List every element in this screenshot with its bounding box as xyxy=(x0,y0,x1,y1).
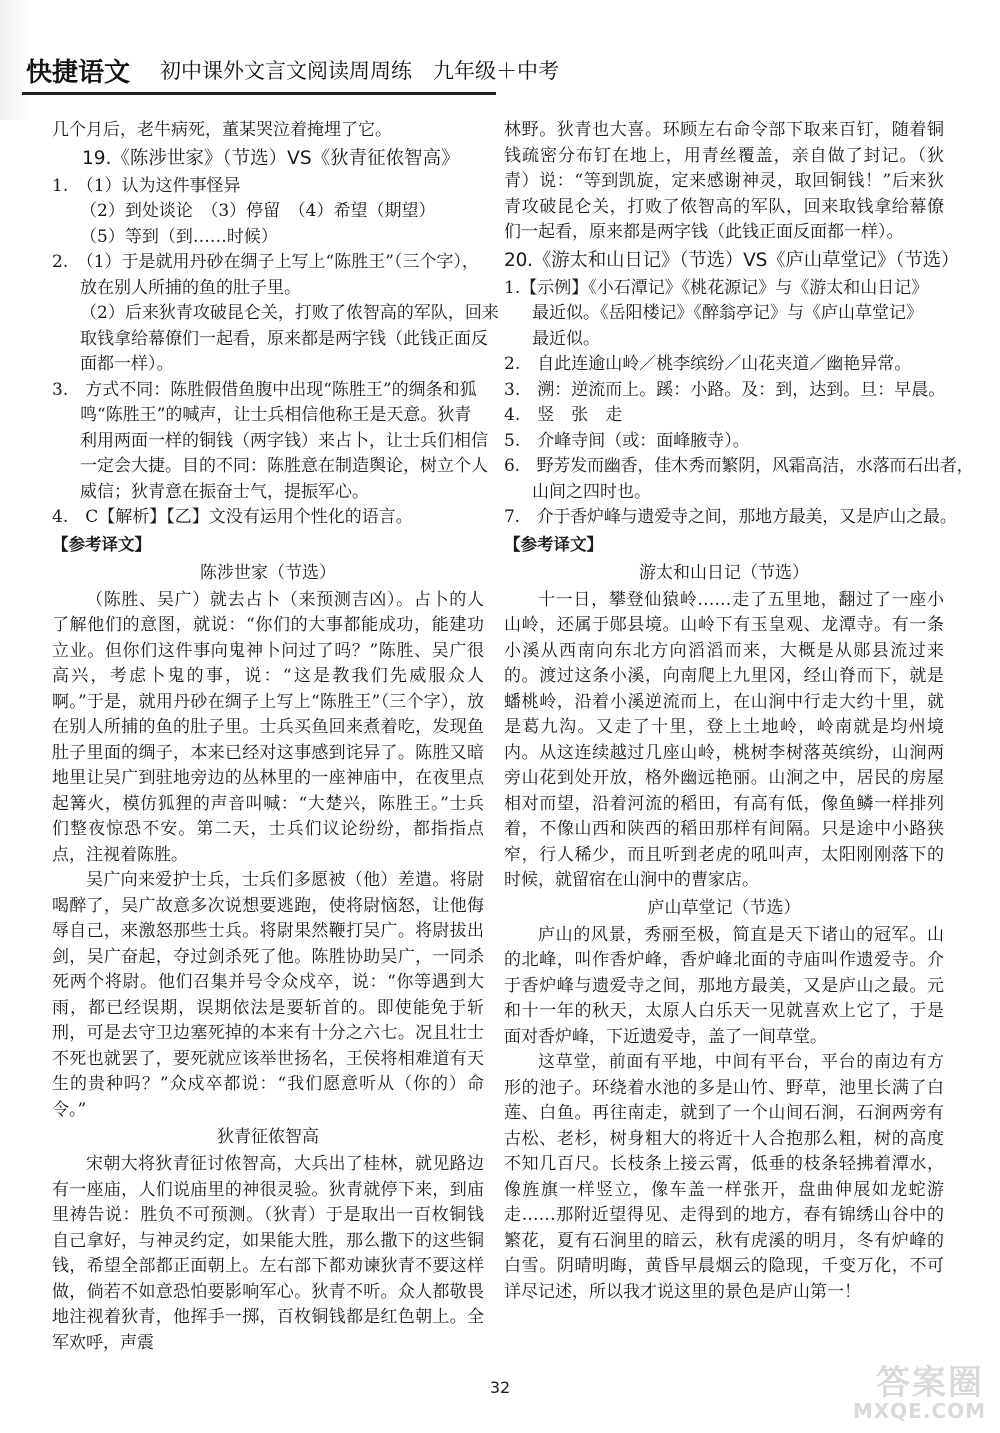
translation-title-lushan: 庐山草堂记（节选） xyxy=(647,897,801,918)
answer-3-line-1: 3. 方式不同：陈胜假借鱼腹中出现“陈胜王”的绸条和狐 xyxy=(52,379,477,400)
answer-1-line-3: （5）等到（到……时候） xyxy=(80,226,278,247)
watermark-logo xyxy=(786,1355,992,1427)
header-rule xyxy=(22,92,496,95)
answer-3-line-2: 鸣“陈胜王”的喊声，让士兵相信他称王是天意。狄青 xyxy=(80,405,472,425)
answer-3-line-5: 威信；狄青意在振奋士气，提振军心。 xyxy=(80,481,369,502)
answer-4: 4. 竖 张 走 xyxy=(504,405,623,425)
answer-2-line-2: 放在别人所捕的鱼的肚子里。 xyxy=(80,277,301,298)
left-column xyxy=(52,118,499,1356)
translation-paragraph: 吴广向来爱护士兵，士兵们多愿被（他）差遣。将尉喝醉了，吴广故意多次说想要逃跑，使将尉恼怒，让他侮辱自己，来激怒那些士兵。将尉果然鞭打吴广。将尉拔出剑，吴广奋起，夺过剑杀死了他。陈胜协助吴广，一同杀死两个将尉。他们召集并号令众戍卒，说：“你等遇到大雨，都已经误期，误期依法是要斩首的。即使能免于斩刑，可是去守卫边塞死掉的本来有十分之六七。况且壮士不死也就罢了，要死就应该举世扬名，王侯将相难道有天生的贵种吗？”众戍卒都说：“我们愿意听从（你的）命令。” xyxy=(52,870,484,1120)
translation-paragraph: 庐山的风景，秀丽至极，简直是天下诸山的冠军。山的北峰，叫作香炉峰，香炉峰北面的寺庙叫作遗爱寺。介于香炉峰与遗爱寺之间，那地方最美，又是庐山之最。元和十一年的秋天，太原人白乐天一见就喜欢上它了，于是面对香炉峰，下近遗爱寺，盖了一间草堂。 xyxy=(504,924,944,1047)
answer-3-line-4: 一定会大捷。目的不同：陈胜意在制造舆论，树立个人 xyxy=(80,456,488,476)
reference-translation-label: 【参考译文】 xyxy=(52,534,151,554)
answer-1-line-2: 最近似。《岳阳楼记》《醉翁亭记》与《庐山草堂记》 xyxy=(532,303,923,323)
answer-1-line-2: （2）到处谈论 （3）停留 （4）希望（期望） xyxy=(80,201,436,221)
brand-title: 快捷语文 xyxy=(26,58,131,88)
answer-2-line-1: 2. （1）于是就用丹砂在绸子上写上“陈胜王”（三个字）， xyxy=(52,252,479,272)
section-19-title: 19.《陈涉世家》（节选）VS《狄青征侬智高》 xyxy=(82,147,460,169)
translation-title-chenshe: 陈涉世家（节选） xyxy=(200,562,336,583)
answer-2: 2. 自此连逾山岭／桃李缤纷／山花夹道／幽艳异常。 xyxy=(504,354,912,374)
translation-paragraph-continued: 林野。狄青也大喜。环顾左右命令部下取来百钉，随着铜钱疏密分布钉在地上，用青丝覆盖，亲自做了封记。（狄青）说：“等到凯旋，定来感谢神灵，取回铜钱！”后来狄青攻破昆仑关，打败了侬智高的军队，回来取钱拿给幕僚们一起看，原来都是两字钱（此钱正面反面都一样）。 xyxy=(504,120,944,242)
section-20-title: 20.《游太和山日记》（节选）VS《庐山草堂记》（节选） xyxy=(504,249,960,271)
answer-1-line-1: 1. （1）认为这件事怪异 xyxy=(52,175,241,196)
book-subtitle: 初中课外文言文阅读周周练 九年级＋中考 xyxy=(160,59,559,83)
answer-1-line-1: 1.【示例】《小石潭记》《桃花源记》与《游太和山日记》 xyxy=(504,277,929,298)
translation-title-taihe: 游太和山日记（节选） xyxy=(639,562,809,583)
answer-1-line-3: 最近似。 xyxy=(532,328,600,349)
translation-paragraph: 这草堂，前面有平地，中间有平台，平台的南边有方形的池子。环绕着水池的多是山竹、野草，池里长满了白莲、白鱼。再往南走，就到了一个山间石涧，石涧两旁有古松、老杉，树身粗大的将近十人合抱那么粗，树的高度不知几百尺。长枝条上接云霄，低垂的枝条轻拂着潭水，像旌旗一样竖立，像车盖一样张开，盘曲伸展如龙蛇游走……那附近望得见、走得到的地方，春有锦绣山谷中的繁花，夏有石涧里的暗云，秋有虎溪的明月，冬有炉峰的白雪。阴晴明晦，黄昏早晨烟云的隐现，千变万化，不可详尽记述，所以我才说这里的景色是庐山第一！ xyxy=(504,1052,944,1302)
page-number: 32 xyxy=(489,1378,511,1397)
answer-3-line-3: 利用两面一样的铜钱（两字钱）来占卜，让士兵们相信 xyxy=(80,430,488,451)
answer-2-line-4: 取钱拿给幕僚们一起看，原来都是两字钱（此钱正面反 xyxy=(80,328,488,349)
answer-6-line-1: 6. 野芳发而幽香，佳木秀而繁阴，风霜高洁，水落而石出者， xyxy=(504,456,974,476)
answer-7: 7. 介于香炉峰与遗爱寺之间，那地方最美，又是庐山之最。 xyxy=(504,507,957,527)
watermark-text-bottom: MXQE.COM xyxy=(852,1399,986,1423)
translation-title-diqing: 狄青征侬智高 xyxy=(217,1127,319,1147)
answer-5: 5. 介峰寺间（或：面峰腋寺）。 xyxy=(504,430,750,451)
answer-6-line-2: 山间之四时也。 xyxy=(532,481,651,502)
carryover-line: 几个月后，老牛病死，董某哭泣着掩埋了它。 xyxy=(52,120,392,140)
answer-2-line-3: （2）后来狄青攻破昆仑关，打败了侬智高的军队，回来 xyxy=(80,303,499,323)
translation-paragraph: 十一日，攀登仙猿岭……走了五里地，翻过了一座小山岭，还属于郧县境。山岭下有玉皇观、龙潭寺。有一条小溪从西南向东北方向滔滔而来，大概是从郧县流过来的。渡过这条小溪，向南爬上九里冈，经山脊而下，就是蟠桃岭，沿着小溪逆流而上，在山涧中行走大约十里，就是葛九沟。又走了十里，登上土地岭，岭南就是均州境内。从这连续越过几座山岭，桃树李树落英缤纷，山涧两旁山花到处开放，格外幽远艳丽。山涧之中，居民的房屋相对而望，沿着河流的稻田，有高有低，像鱼鳞一样排列着，不像山西和陕西的稻田那样有间隔。只是途中小路狭窄，行人稀少，而且听到老虎的吼叫声，太阳刚刚落下的时候，就留宿在山涧中的曹家店。 xyxy=(504,589,944,890)
translation-paragraph: 宋朝大将狄青征讨侬智高，大兵出了桂林，就见路边有一座庙，人们说庙里的神很灵验。狄青就停下来，到庙里祷告说：胜负不可预测。（狄青）于是取出一百枚铜钱自己拿好，与神灵约定，如果能大胜，那么撒下的这些铜钱，希望全部都正面朝上。左右部下都劝谏狄青不要这样做，倘若不如意恐怕要影响军心。狄青不听。众人都敬畏地注视着狄青，他挥手一掷，百枚铜钱都是红色朝上。全军欢呼，声震 xyxy=(52,1154,484,1353)
watermark-text-top: 答案圈 xyxy=(876,1363,984,1403)
answer-3: 3. 溯：逆流而上。蹊：小路。及：到，达到。旦：早晨。 xyxy=(504,379,946,400)
translation-paragraph: （陈胜、吴广）就去占卜（来预测吉凶）。占卜的人了解他们的意图，就说：“你们的大事都能成功，能建功立业。但你们这件事向鬼神卜问过了吗？”陈胜、吴广很高兴，考虑卜鬼的事，说：“这是教我们先威服众人啊。”于是，就用丹砂在绸子上写上“陈胜王”（三个字），放在别人所捕的鱼的肚子里。士兵买鱼回来煮着吃，发现鱼肚子里面的绸子，本来已经对这事感到诧异了。陈胜又暗地里让吴广到驻地旁边的丛林里的一座神庙中，在夜里点起篝火，模仿狐狸的声音叫喊：“大楚兴，陈胜王。”士兵们整夜惊恐不安。第二天，士兵们议论纷纷，都指指点点，注视着陈胜。 xyxy=(52,589,484,865)
right-column xyxy=(504,118,974,1305)
answer-2-line-5: 面都一样）。 xyxy=(80,354,174,374)
page-header xyxy=(22,38,982,108)
answer-4: 4. C【解析】【乙】文没有运用个性化的语言。 xyxy=(52,507,413,527)
reference-translation-label: 【参考译文】 xyxy=(504,534,603,554)
